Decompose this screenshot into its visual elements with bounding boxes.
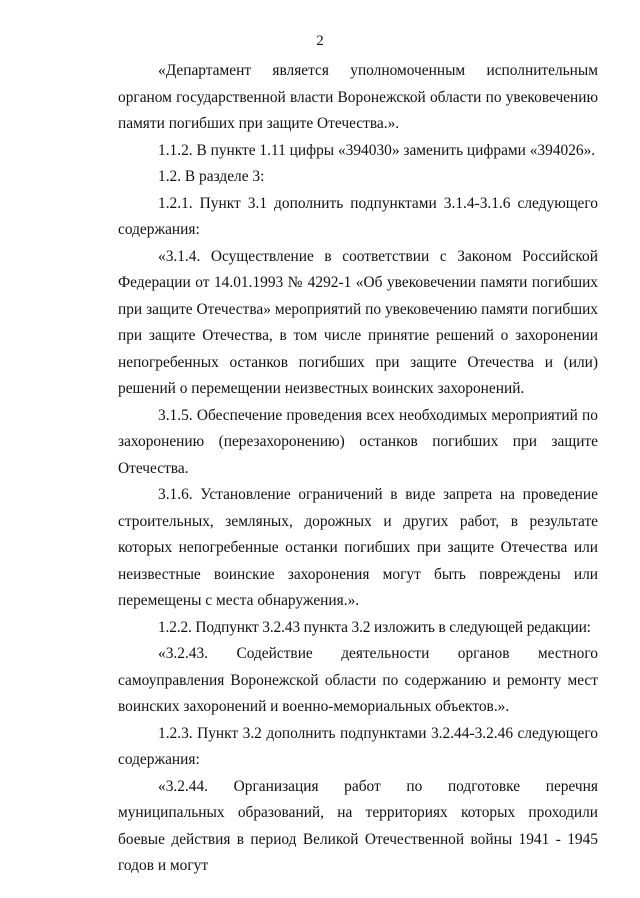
paragraph-1-2: 1.2. В разделе 3: [158,168,265,185]
paragraph-3-1-4: «3.1.4. Осуществление в соответствии с Законом Российской Федерации от 14.01.1993 № 4292-1 «Об увековечении памяти погибших при защите Отечества» мероприятий по увековечению памяти погибших при защите Отечества, в том числе принятие решений о захоронении непогребенных останков погибших при защите Отечества и (или) решений о перемещении неизвестных воинских захоронений. [118,247,598,397]
paragraph-department-authority: «Департамент является уполномоченным исполнительным органом государственной власти Воронежской области по увековечению памяти погибших при защите Отечества.». [118,62,598,132]
paragraph-1-2-3: 1.2.3. Пункт 3.2 дополнить подпунктами 3.2.44-3.2.46 следующего содержания: [118,724,598,768]
document-body [118,58,598,880]
paragraph-1-1-2: 1.1.2. В пункте 1.11 цифры «394030» заменить цифрами «394026». [158,141,596,159]
paragraph-1-2-2: 1.2.2. Подпункт 3.2.43 пункта 3.2 изложить в следующей редакции: [158,618,591,636]
paragraph-3-2-44: «3.2.44. Организация работ по подготовке перечня муниципальных образований, на территориях которых проходили боевые действия в период Великой Отечественной войны 1941 - 1945 годов и могут [118,777,598,874]
page-number: 2 [316,33,324,49]
paragraph-3-1-5: 3.1.5. Обеспечение проведения всех необходимых мероприятий по захоронению (перезахоронению) останков погибших при защите Отечества. [118,406,598,477]
paragraph-3-1-6: 3.1.6. Установление ограничений в виде запрета на проведение строительных, земляных, дорожных и других работ, в результате которых непогребенные останки погибших при защите Отечества или неизвестные воинские захоронения могут быть повреждены или перемещены с места обнаружения.». [118,486,598,609]
paragraph-1-2-1: 1.2.1. Пункт 3.1 дополнить подпунктами 3.1.4-3.1.6 следующего содержания: [118,194,598,238]
paragraph-3-2-43: «3.2.43. Содействие деятельности органов местного самоуправления Воронежской области по содержанию и ремонту мест воинских захоронений и военно-мемориальных объектов.». [118,645,598,715]
